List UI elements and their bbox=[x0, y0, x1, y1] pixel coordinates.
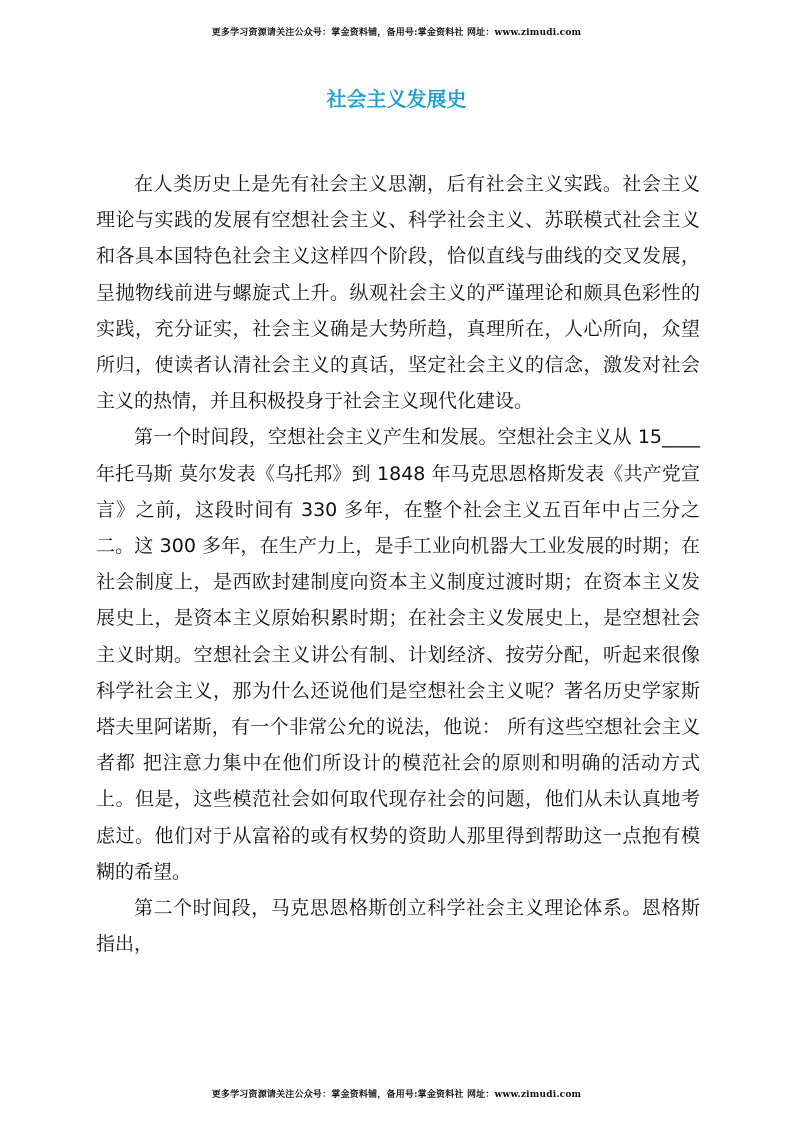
document-title: 社会主义发展史 bbox=[326, 87, 467, 111]
page-header: 更多学习资源请关注公众号：掌金资料铺，备用号:掌金资料社 网址：www.zimudi.com bbox=[211, 28, 582, 38]
document-body bbox=[96, 166, 700, 962]
paragraph-scientific-socialism: 第二个时间段，马克思恩格斯创立科学社会主义理论体系。恩格斯指出， bbox=[96, 897, 700, 956]
paragraph-intro: 在人类历史上是先有社会主义思潮，后有社会主义实践。社会主义理论与实践的发展有空想社会主义、科学社会主义、苏联模式社会主义和各具本国特色社会主义这样四个阶段，恰似直线与曲线的交叉发展，呈抛物线前进与螺旋式上升。纵观社会主义的严谨理论和颇具色彩性的实践，充分证实，社会主义确是大势所趋，真理所在，人心所向，众望所归，使读者认清社会主义的真话，坚定社会主义的信念，激发对社会主义的热情，并且积极投身于社会主义现代化建设。 bbox=[96, 173, 700, 413]
paragraph-utopian-socialism: 第一个时间段，空想社会主义产生和发展。空想社会主义从 15____年托马斯 莫尔发表《乌托邦》到 1848 年马克思恩格斯发表《共产党宣言》之前，这段时间有 330 多年，在整个社会主义五百年中占三分之二。这 300 多年，在生产力上，是手工业向机器大工业发展的时期；在社会制度上，是西欧封建制度向资本主义制度过渡时期；在资本主义发展史上，是资本主义原始积累时期；在社会主义发展史上，是空想社会主义时期。空想社会主义讲公有制、计划经济、按劳分配，听起来很像科学社会主义，那为什么还说他们是空想社会主义呢？著名历史学家斯塔夫里阿诺斯，有一个非常公允的说法，他说： 所有这些空想社会主义者都 把注意力集中在他们所设计的模范社会的原则和明确的活动方式上。但是，这些模范社会如何取代现存社会的问题，他们从未认真地考虑过。他们对于从富裕的或有权势的资助人那里得到帮助这一点抱有模糊的希望。 bbox=[96, 426, 700, 883]
page-footer: 更多学习资源请关注公众号：掌金资料铺，备用号:掌金资料社 网址：www.zimudi.com bbox=[211, 1090, 582, 1100]
